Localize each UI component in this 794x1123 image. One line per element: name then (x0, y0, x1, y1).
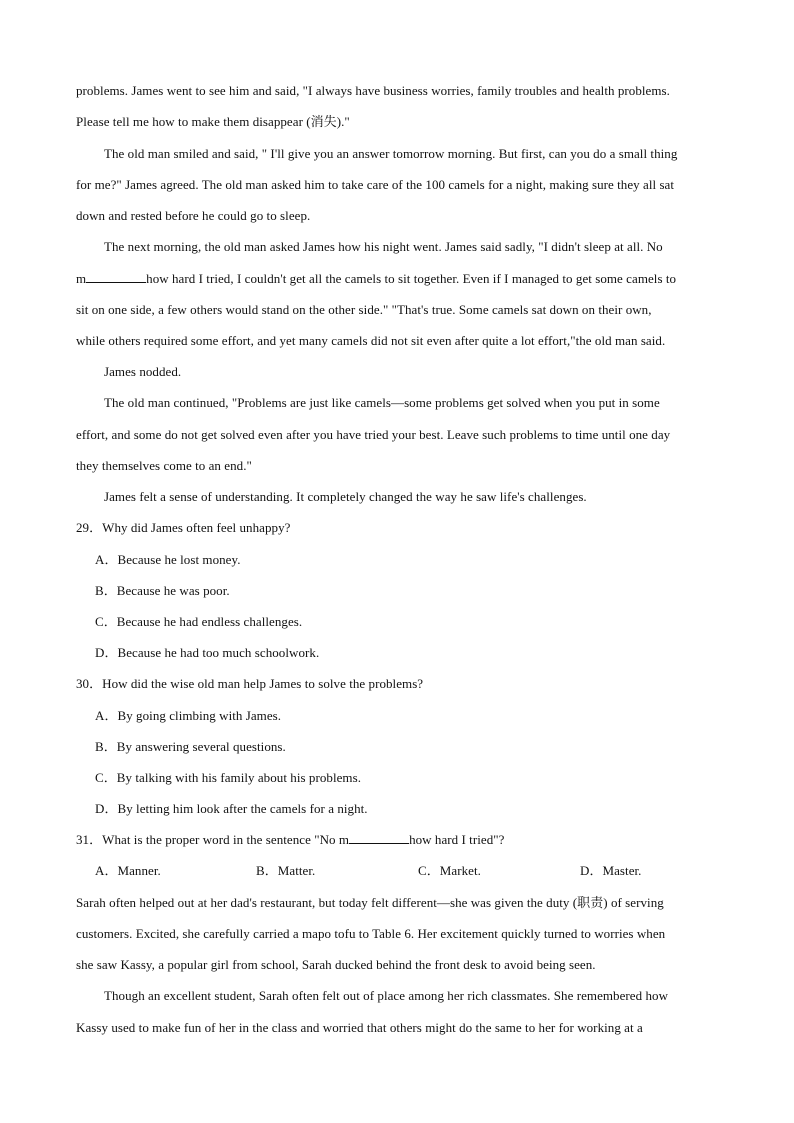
question-29-stem: 29．Why did James often feel unhappy? (76, 520, 291, 535)
passage1-line-11: The old man continued, "Problems are just like camels—some problems get solved when you put in some (104, 395, 660, 410)
question-31-stem-end: how hard I tried"? (409, 832, 505, 847)
passage2-line-2: customers. Excited, she carefully carried a mapo tofu to Table 6. Her excitement quickly turned to worries when (76, 926, 666, 941)
passage2-line-4: Though an excellent student, Sarah often felt out of place among her rich classmates. She remembered how (104, 988, 669, 1003)
passage1-line-3: The old man smiled and said, " I'll give you an answer tomorrow morning. But first, can you do a small thing (104, 146, 678, 161)
fill-in-blank (86, 271, 146, 283)
question-29-option-a: A．Because he lost money. (95, 552, 241, 567)
passage1-line-4: for me?" James agreed. The old man asked him to take care of the 100 camels for a night, making sure they all sat (76, 177, 675, 192)
passage1-line-8: sit on one side, a few others would stand on the other side." "That's true. Some camels sat down on their own, (76, 302, 652, 317)
question-31-option-a: A．Manner. (95, 863, 161, 878)
blank-prefix: m (76, 271, 87, 286)
passage1-line-14: James felt a sense of understanding. It completely changed the way he saw life's challenges. (104, 489, 587, 504)
question-30-stem: 30．How did the wise old man help James to solve the problems? (76, 676, 424, 691)
passage2-line-1: Sarah often helped out at her dad's restaurant, but today felt different—she was given the duty (职责) of serving (76, 895, 664, 910)
question-30-option-d: D．By letting him look after the camels for a night. (95, 801, 368, 816)
passage1-line-2: Please tell me how to make them disappear (消失)." (76, 114, 350, 129)
passage1-line-13: they themselves come to an end." (76, 458, 252, 473)
passage1-line-6: The next morning, the old man asked James how his night went. James said sadly, "I didn't sleep at all. No (104, 239, 663, 254)
question-31-stem-start: 31．What is the proper word in the sentence "No m (76, 832, 350, 847)
question-31-blank (349, 832, 409, 844)
passage1-line-12: effort, and some do not get solved even after you have tried your best. Leave such problems to time until one day (76, 427, 671, 442)
question-30-option-b: B．By answering several questions. (95, 739, 286, 754)
question-29-option-c: C．Because he had endless challenges. (95, 614, 303, 629)
passage1-line-1: problems. James went to see him and said, "I always have business worries, family troubles and health problems. (76, 83, 670, 98)
question-31-option-d: D．Master. (580, 863, 642, 878)
passage2-line-3: she saw Kassy, a popular girl from school, Sarah ducked behind the front desk to avoid being seen. (76, 957, 596, 972)
question-30-option-a: A．By going climbing with James. (95, 708, 282, 723)
question-31-option-b: B．Matter. (256, 863, 316, 878)
passage1-line-9: while others required some effort, and yet many camels did not sit even after quite a lot effort,"the old man said. (76, 333, 666, 348)
passage1-line-7 (76, 271, 676, 287)
passage2-line-5: Kassy used to make fun of her in the class and worried that others might do the same to her for working at a (76, 1020, 643, 1035)
question-30-option-c: C．By talking with his family about his problems. (95, 770, 361, 785)
question-31-option-c: C．Market. (418, 863, 481, 878)
passage1-line-10: James nodded. (104, 364, 182, 379)
question-29-option-b: B．Because he was poor. (95, 583, 230, 598)
passage1-line-5: down and rested before he could go to sleep. (76, 208, 311, 223)
question-29-option-d: D．Because he had too much schoolwork. (95, 645, 320, 660)
passage1-line-7-rest: how hard I tried, I couldn't get all the camels to sit together. Even if I managed to get some camels to (146, 271, 677, 286)
question-31-stem (76, 832, 504, 848)
